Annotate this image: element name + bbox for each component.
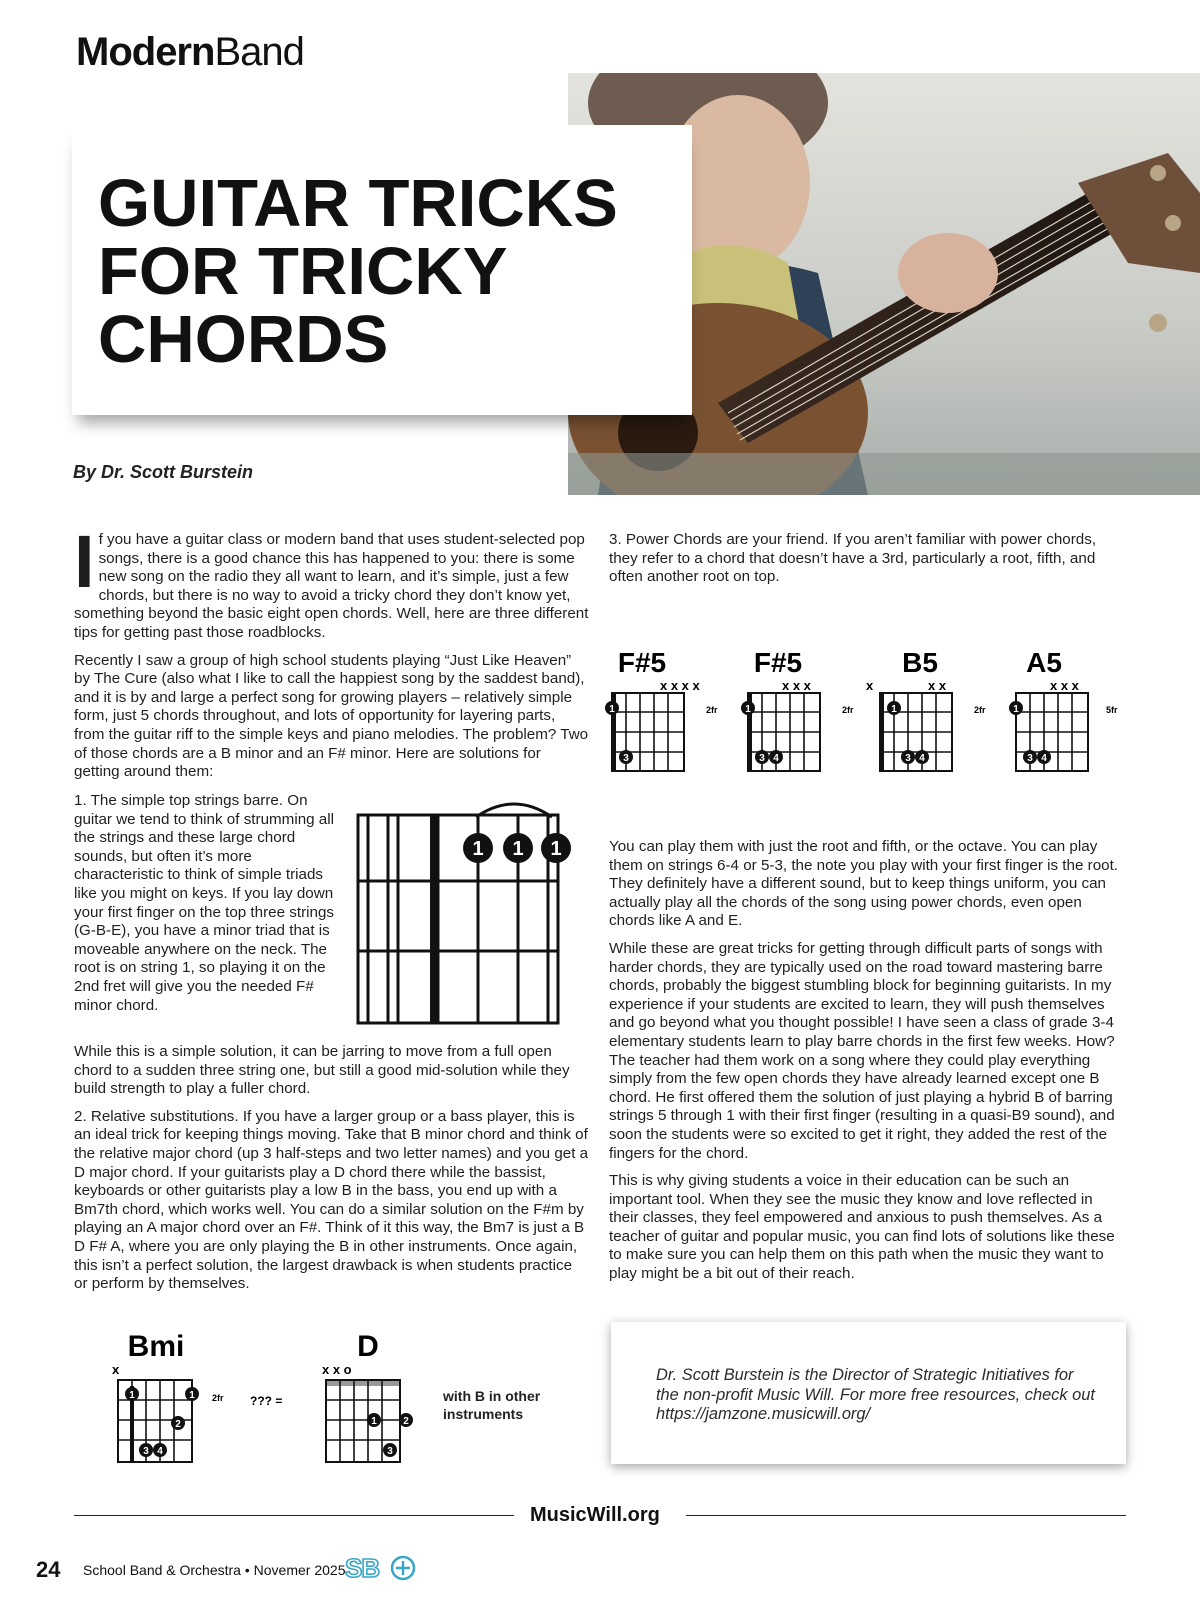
finger-label: 1 (371, 1416, 377, 1427)
fret-label: 2fr (706, 705, 718, 715)
tip-3: 3. Power Chords are your friend. If you aren’t familiar with power chords, they refer to a chord that doesn’t have a 3rd, particularly a root, fifth, and often another root on top. (609, 531, 1097, 586)
paragraph-2: Recently I saw a group of high school students playing “Just Like Heaven” by The Cure (also what I like to call the happiest song by the saddest band), and it is by and large a perfect song for growing players – relatively simple form, just 5 chords throughout, and lots of opportunity for layering parts, from the guitar riff to the simple keys and piano melodies. The problem? Two of those chords are a B minor and an F# minor. Here are solutions for getting around them: (74, 651, 589, 781)
footer-rule-right (686, 1515, 1126, 1516)
finger-label: 1 (745, 704, 751, 715)
mute-marks: x x x x (660, 678, 700, 693)
tip-1: 1. The simple top strings barre. On guitar we tend to think of strumming all the strings and these large chord sounds, but often it’s more characteristic to think of simple triads like you might on keys. If you lay down your first finger on the top three strings (G-B-E), you have a minor triad that is moveable anywhere on the neck. The root is on string 1, so playing it on the 2nd fret will give you the needed F# minor chord. (74, 792, 335, 1014)
finger-label: 4 (157, 1446, 163, 1457)
finger-label: 1 (1013, 704, 1019, 715)
equation-label: ??? = (250, 1394, 283, 1408)
finger-label: 2 (403, 1416, 409, 1427)
power-chord-f#5-b (741, 647, 854, 771)
title-line-3: CHORDS (98, 302, 389, 377)
title-line-2: FOR TRICKY (98, 234, 508, 309)
bmi-name: Bmi (127, 1330, 185, 1363)
section-label (76, 30, 304, 75)
paragraph-6: This is why giving students a voice in their education can be such an important tool. When they see the music they know and love reflected in their classes, they feel empowered and anxious to push themselves. As a teacher of guitar and popular music, you can find lots of solutions like these to make sure you can help them on this path when the music they want to play might be a bit out of their reach. (609, 1172, 1115, 1283)
power-chord-a5 (1009, 647, 1118, 771)
finger-label: 3 (905, 753, 911, 764)
paragraph-5: While these are great tricks for getting through difficult parts of songs with harder chords, they are typically used on the road toward mastering barre chords, probably the biggest stumbling block for beginning guitarists. In my experience if your students are excited to learn, they will push themselves and go beyond what you thought possible! I have seen a class of grade 3-4 elementary students learn to play barre chords in the first few weeks. How? The teacher had them work on a song where they could play everything simply from the few open chords they have already learned except one B chord. He first offered them the solution of just playing a hybrid B of barring strings 5 through 1 with their first finger (resulting in a quasi-B9 sound), and soon the students were so excited to get it right, they added the rest of the fingers for the chord. (609, 939, 1115, 1162)
fret-label: 2fr (842, 705, 854, 715)
paragraph-3: While this is a simple solution, it can be jarring to move from a full open chord to a sudden three string one, but still a good mid-solution while they build strength to play a fuller chord. (74, 1043, 570, 1098)
tip-2: 2. Relative substitutions. If you have a larger group or a bass player, this is an ideal trick for keeping things moving. Take that B minor chord and think of the relative major chord (up 3 half-steps and two letter names) and you get a D major chord. If your guitarists play a D chord there while the bassist, keyboards or other guitarists play a low B in the bass, you end up with a Bm7th chord, which works well. You can do a similar solution on the F#m by playing an A major chord over an F#. Think of it this way, the Bm7 is just a B D F# A, where you are only playing the B in other instruments. Once again, this isn’t a perfect solution, the largest drawback is when students practice or perform by themselves. (74, 1107, 589, 1293)
sbo-logo (345, 1553, 421, 1590)
drop-cap: I (74, 520, 95, 603)
paragraph-4: You can play them with just the root and fifth, or the octave. You can play them on strings 6-4 or 5-3, the note you play with your first finger is the root. They definitely have a different sound, but to keep things uniform, you can actually play all the chords of the song using power chords, even open chords like A and E. (609, 838, 1119, 930)
publication-line: School Band & Orchestra • Novemer 2025 (83, 1562, 346, 1578)
mute-marks: x x x (1050, 678, 1079, 693)
power-chord-b5 (866, 647, 986, 771)
finger-label: 1 (189, 1390, 195, 1401)
author-bio: Dr. Scott Burstein is the Director of Strategic Initiatives for the non-profit Music Will. For more free resources, check out https://jamzone.musicwill.org/ (656, 1366, 1095, 1423)
finger-label: 3 (1027, 753, 1033, 764)
mute-marks: x x (928, 678, 947, 693)
chord-name: F#5 (753, 647, 803, 678)
barre-chord-diagram (356, 793, 572, 1025)
d-name: D (357, 1330, 379, 1363)
section-label-bold: Modern (76, 30, 215, 74)
title-line-1: GUITAR TRICKS (98, 166, 618, 241)
page-number: 24 (36, 1557, 61, 1582)
section-label-regular: Band (214, 30, 304, 74)
intro-column (74, 520, 589, 791)
power-chord-f#5-a (605, 647, 718, 771)
fret-label: 2fr (212, 1393, 224, 1403)
finger-label: 4 (773, 753, 779, 764)
finger-label: 4 (1041, 753, 1047, 764)
sbo-logo-text: SB (345, 1553, 380, 1583)
mute-marks: x x x (782, 678, 811, 693)
finger-label: 4 (919, 753, 925, 764)
fret-label: 2fr (974, 705, 986, 715)
chord-name: B5 (902, 647, 938, 678)
finger-label: 1 (891, 704, 897, 715)
chord-name: A5 (1026, 647, 1062, 678)
finger-label: 1 (550, 838, 562, 860)
finger-label: 3 (387, 1446, 393, 1457)
finger-label: 3 (623, 753, 629, 764)
finger-label: 1 (512, 838, 524, 860)
article-title (98, 166, 618, 377)
power-chord-diagrams (604, 640, 1124, 780)
column-2-continued (609, 838, 1124, 1293)
bmi-d-diagrams (108, 1322, 438, 1472)
finger-label: 3 (759, 753, 765, 764)
mute-marks: x (866, 678, 874, 693)
finger-label: 2 (175, 1419, 181, 1430)
paragraph-1: f you have a guitar class or modern band that uses student-selected pop songs, there is a good chance this has happened to you: there is some new song on the radio they all want to learn, and it’s simple, just a few chords, but there is no way to avoid a tricky chord they don’t know yet, something beyond the basic eight open chords. Well, here are three different tips for getting past those roadblocks. (74, 531, 589, 641)
byline: By Dr. Scott Burstein (73, 462, 254, 482)
mute-marks: x (112, 1362, 120, 1377)
column-1-continued (74, 1043, 589, 1303)
intro-paragraph (74, 520, 589, 643)
finger-label: 3 (143, 1446, 149, 1457)
chord-name: F#5 (617, 647, 667, 678)
finger-label: 1 (609, 704, 615, 715)
fret-label: 5fr (1106, 705, 1118, 715)
with-b-caption: with B in other instruments (443, 1388, 541, 1422)
footer-rule-left (74, 1515, 514, 1516)
mute-marks: x x o (322, 1362, 352, 1377)
finger-label: 1 (129, 1390, 135, 1401)
footer-site[interactable]: MusicWill.org (530, 1504, 660, 1526)
finger-label: 1 (472, 838, 484, 860)
